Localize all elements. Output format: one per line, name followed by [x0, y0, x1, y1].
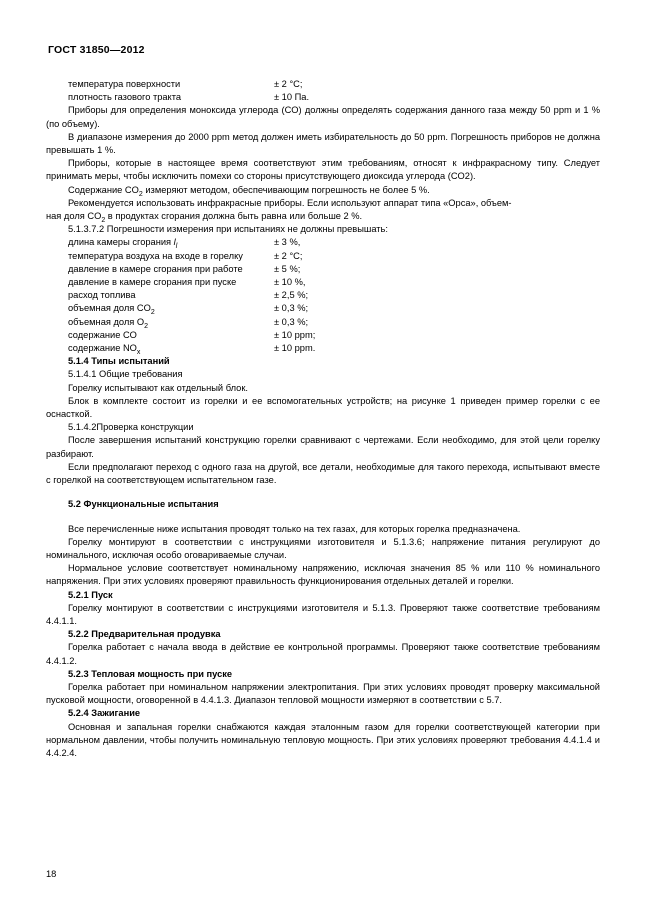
definition-value: ± 3 %,: [274, 237, 301, 248]
document-standard-number: ГОСТ 31850—2012: [48, 44, 145, 56]
definition-label-text: объемная доля CO: [68, 303, 151, 314]
definition-value: ± 5 %;: [274, 263, 301, 274]
subscript-2: 2: [138, 190, 143, 198]
definition-label: [46, 236, 274, 249]
definition-value: ± 2 °C;: [274, 250, 303, 261]
subscript-x: x: [136, 348, 141, 356]
definition-label-text: содержание NO: [68, 343, 137, 354]
heading-5-1-4: 5.1.4 Типы испытаний: [68, 356, 170, 367]
clause-5-1-4-2-p1: После завершения испытаний конструкцию горелки сравнивают с чертежами. Если необходимо, для этой цели горелку разбирают.: [46, 435, 600, 459]
definition-value: ± 10 Па.: [274, 92, 310, 103]
clause-5-1-4-1-p2: Блок в комплекте состоит из горелки и ее вспомогательных устройств; на рисунке 1 приведен пример горелки с ее оснасткой.: [46, 395, 600, 420]
clause-5-2-1-p1: Горелку монтируют в соответствии с инструкциями изготовителя и 5.1.3. Проверяют также соответствие требованиям 4.4.1.1.: [46, 602, 600, 626]
definition-row: [46, 236, 600, 249]
definition-row: [46, 329, 600, 342]
subscript-2: 2: [144, 322, 149, 330]
paragraph-line-1: Рекомендуется использовать инфракрасные приборы. Если используют аппарат типа «Орса», объем-: [68, 197, 512, 208]
clause-5-1-3-7-2: 5.1.3.7.2 Погрешности измерения при испытаниях не должны превышать:: [68, 224, 388, 235]
definition-row: [46, 289, 600, 302]
definition-row: [46, 263, 600, 276]
page-number: 18: [46, 869, 57, 879]
clause-5-2-2-p1: Горелка работает с начала ввода в действие ее контрольной программы. Проверяют также соответствие требованиям 4.4.1.2.: [46, 642, 600, 666]
measurement-tolerance-list: [46, 236, 600, 355]
paragraph-line-2-rest: в продуктах сгорания должна быть равна или больше 2 %.: [105, 211, 363, 222]
paragraph-line-2-prefix: ная доля CO: [46, 211, 102, 222]
paragraph-text-prefix: Содержание CO: [68, 184, 139, 195]
definition-label: [46, 302, 274, 315]
definition-label: температура воздуха на входе в горелку: [68, 250, 243, 261]
clause-5-2-p2: Горелку монтируют в соответствии с инструкциями изготовителя и 5.1.3.6; напряжение питания регулируют до номинального, исключая особо оговариваемые случаи.: [46, 536, 600, 560]
definition-value: ± 0,3 %;: [274, 316, 309, 327]
definition-label-text: длина камеры сгорания: [68, 237, 174, 248]
definition-label-text: объемная доля O: [68, 316, 145, 327]
definition-row: [46, 91, 600, 104]
paragraph-selectivity: В диапазоне измерения до 2000 ppm метод должен иметь избирательность до 50 ppm. Погрешность приборов не должна превышать 1 %.: [46, 131, 600, 156]
paragraph-co2-content: [46, 184, 600, 197]
definition-label: плотность газового тракта: [68, 92, 182, 103]
paragraph-text-rest: измеряют методом, обеспечивающим погрешность не более 5 %.: [142, 184, 430, 195]
clause-5-2-3-p1: Горелка работает при номинальном напряжении электропитания. При этих условиях проводят проверку максимальной пусковой мощности, оговоренной в 4.4.1.3. Диапазон тепловой мощности измеряют в соответствии с 5.7.: [46, 681, 600, 706]
symbol-l: l: [173, 237, 176, 248]
heading-5-2-4: 5.2.4 Зажигание: [68, 708, 141, 719]
clause-5-1-4-1-title: 5.1.4.1 Общие требования: [68, 369, 183, 380]
subscript-2: 2: [150, 309, 155, 317]
definition-row: [46, 250, 600, 263]
clause-5-2-p3: Нормальное условие соответствует номинальному напряжению, исключая значения 85 % или 110 % номинального напряжения. При этих условиях проверяют правильность функционирования отдельных деталей и горелки.: [46, 563, 600, 587]
definition-label: расход топлива: [68, 290, 136, 301]
definition-value: ± 10 ppm.: [274, 343, 316, 354]
definition-row: [46, 316, 600, 329]
heading-5-2-1: 5.2.1 Пуск: [68, 589, 113, 600]
definition-label: давление в камере сгорания при пуске: [68, 277, 237, 288]
document-body: [46, 78, 600, 760]
heading-5-2-2: 5.2.2 Предварительная продувка: [68, 629, 221, 640]
definition-label: [46, 316, 274, 329]
heading-5-2-3: 5.2.3 Тепловая мощность при пуске: [68, 668, 233, 679]
clause-5-2-4-p1: Основная и запальная горелки снабжаются каждая эталонным газом для горелки соответствующей категории при нормальном давлении, чтобы получить номинальную тепловую мощность. При этих условиях проверяют требования 4.4.1.4 и 4.4.2.4.: [46, 721, 600, 758]
definition-label: температура поверхности: [68, 79, 181, 89]
definition-label: давление в камере сгорания при работе: [68, 263, 243, 274]
paragraph-text: Приборы, которые в настоящее время соответствуют этим требованиям, относят к инфракрасному типу. Следует принимать меры, чтобы исключить помехи со стороны присутствующего диоксида углерода (CO2).: [46, 158, 600, 182]
heading-5-2: 5.2 Функциональные испытания: [68, 499, 219, 510]
subscript-2: 2: [101, 216, 106, 224]
clause-5-1-4-1-p1: Горелку испытывают как отдельный блок.: [68, 382, 248, 393]
paragraph-co-measurement-range: Приборы для определения моноксида углерода (CO) должны определять содержания данного газа между 50 ppm и 1 % (по объему).: [46, 105, 600, 129]
definition-row: [46, 276, 600, 289]
surface-tolerance-list: [46, 78, 600, 104]
definition-value: ± 2,5 %;: [274, 290, 309, 301]
paragraph-orsa-apparatus: [46, 197, 600, 223]
clause-5-1-4-2-title: 5.1.4.2Проверка конструкции: [68, 422, 194, 433]
definition-label: содержание CO: [68, 329, 137, 340]
definition-row: [46, 342, 600, 355]
definition-row: [46, 302, 600, 315]
definition-label: [46, 342, 274, 355]
clause-5-1-4-2-p2: Если предполагают переход с одного газа на другой, все детали, необходимые для такого перехода, испытывают вместе с горелкой на соответствующем испытательном газе.: [46, 461, 600, 486]
definition-row: [46, 78, 600, 91]
definition-value: ± 10 %,: [274, 277, 306, 288]
definition-value: ± 10 ppm;: [274, 329, 316, 340]
paragraph-infrared-type: [46, 157, 600, 183]
subscript-l: l: [175, 243, 178, 251]
definition-value: ± 0,3 %;: [274, 303, 309, 314]
clause-5-2-p1: Все перечисленные ниже испытания проводят только на тех газах, для которых горелка предназначена.: [68, 523, 521, 534]
definition-value: ± 2 °C;: [274, 79, 303, 89]
